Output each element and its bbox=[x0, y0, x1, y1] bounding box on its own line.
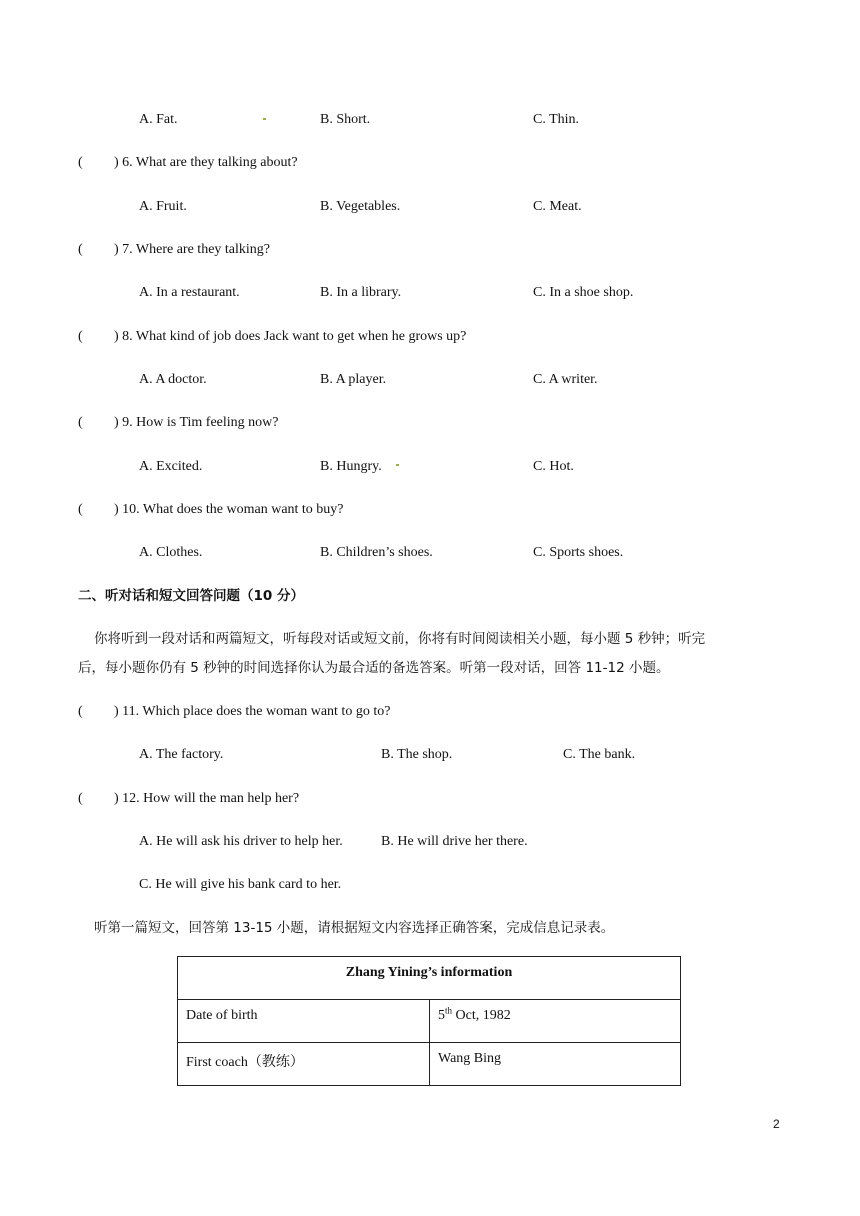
q11-paren: ( bbox=[78, 704, 83, 719]
table-row bbox=[178, 1000, 681, 1043]
row-value-first-coach: Wang Bing bbox=[430, 1043, 681, 1086]
table-header-row bbox=[178, 957, 681, 1000]
q12-option-b: B. He will drive her there. bbox=[381, 834, 528, 849]
q9-option-a: A. Excited. bbox=[139, 459, 203, 474]
q5-option-a: A. Fat. bbox=[139, 112, 178, 127]
decorative-dot bbox=[263, 118, 266, 120]
page-number: 2 bbox=[773, 1117, 780, 1131]
q9-option-b: B. Hungry. bbox=[320, 459, 382, 474]
q10-paren: ( bbox=[78, 502, 83, 517]
q10-question: ) 10. What does the woman want to buy? bbox=[114, 502, 344, 517]
section2-instructions-line1: 你将听到一段对话和两篇短文，听每段对话或短文前，你将有时间阅读相关小题，每小题 5 秒钟；听完 bbox=[94, 631, 706, 647]
q9-question: ) 9. How is Tim feeling now? bbox=[114, 415, 279, 430]
q12-question: ) 12. How will the man help her? bbox=[114, 791, 300, 806]
section2-instructions-line2: 后，每小题你仍有 5 秒钟的时间选择你认为最合适的备选答案。听第一段对话，回答 11-12 小题。 bbox=[78, 660, 670, 676]
q12-option-c: C. He will give his bank card to her. bbox=[139, 877, 342, 892]
q7-option-b: B. In a library. bbox=[320, 285, 402, 300]
q7-option-c: C. In a shoe shop. bbox=[533, 285, 634, 300]
table-row bbox=[178, 1043, 681, 1086]
q10-option-b: B. Children’s shoes. bbox=[320, 545, 433, 560]
q6-question: ) 6. What are they talking about? bbox=[114, 155, 298, 170]
q11-option-c: C. The bank. bbox=[563, 747, 636, 762]
q7-question: ) 7. Where are they talking? bbox=[114, 242, 271, 257]
q8-option-a: A. A doctor. bbox=[139, 372, 207, 387]
section2-heading: 二、听对话和短文回答问题（10 分） bbox=[78, 588, 304, 604]
q7-paren: ( bbox=[78, 242, 83, 257]
q5-option-c: C. Thin. bbox=[533, 112, 580, 127]
info-record-table bbox=[177, 956, 681, 1086]
q11-option-b: B. The shop. bbox=[381, 747, 453, 762]
q6-option-b: B. Vegetables. bbox=[320, 199, 401, 214]
q8-paren: ( bbox=[78, 329, 83, 344]
row-value-date-of-birth: 5th Oct, 1982 bbox=[430, 1000, 681, 1043]
q7-option-a: A. In a restaurant. bbox=[139, 285, 240, 300]
q5-option-b: B. Short. bbox=[320, 112, 371, 127]
q6-option-a: A. Fruit. bbox=[139, 199, 187, 214]
row-label-first-coach: First coach（教练） bbox=[178, 1043, 430, 1086]
q8-question: ) 8. What kind of job does Jack want to get when he grows up? bbox=[114, 329, 467, 344]
q12-option-a: A. He will ask his driver to help her. bbox=[139, 834, 343, 849]
q8-option-c: C. A writer. bbox=[533, 372, 598, 387]
q8-option-b: B. A player. bbox=[320, 372, 387, 387]
passage1-instructions: 听第一篇短文，回答第 13-15 小题，请根据短文内容选择正确答案，完成信息记录表。 bbox=[94, 920, 615, 936]
q11-option-a: A. The factory. bbox=[139, 747, 224, 762]
q10-option-c: C. Sports shoes. bbox=[533, 545, 624, 560]
decorative-dot bbox=[396, 464, 399, 466]
table-title: Zhang Yining’s information bbox=[178, 957, 681, 1000]
q6-paren: ( bbox=[78, 155, 83, 170]
q9-option-c: C. Hot. bbox=[533, 459, 574, 474]
q6-option-c: C. Meat. bbox=[533, 199, 582, 214]
q10-option-a: A. Clothes. bbox=[139, 545, 203, 560]
q11-question: ) 11. Which place does the woman want to go to? bbox=[114, 704, 391, 719]
q9-paren: ( bbox=[78, 415, 83, 430]
row-label-date-of-birth: Date of birth bbox=[178, 1000, 430, 1043]
q12-paren: ( bbox=[78, 791, 83, 806]
